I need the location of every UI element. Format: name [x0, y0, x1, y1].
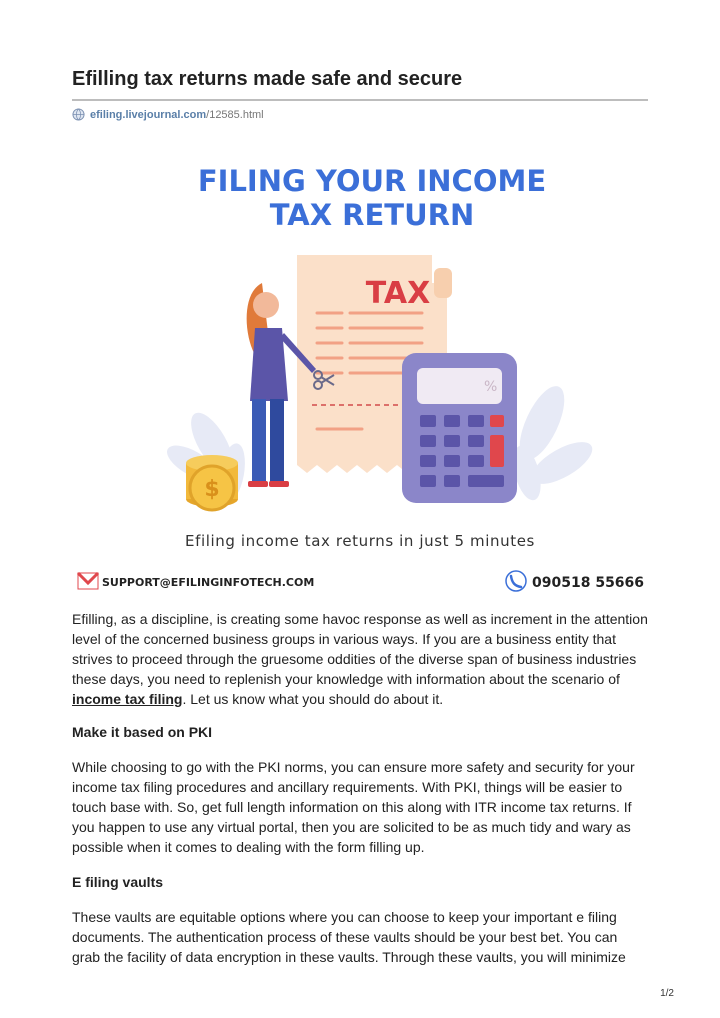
receipt-tax-label: TAX	[365, 276, 431, 311]
hero-image	[72, 143, 648, 603]
paragraph-pki: While choosing to go with the PKI norms, you can ensure more safety and security for your income tax filing procedures and ancillary requirements. With PKI, things will be easier to touch base with. So, get full length information on this along with ITR income tax returns. If you happen to use any virtual portal, then you are solicited to be as much tidy and wary as possible when it comes to dealing with the form filling up.	[72, 759, 635, 855]
heading-pki: Make it based on PKI	[72, 724, 213, 740]
source-path[interactable]: /12585.html	[206, 108, 264, 121]
svg-text:$: $	[204, 477, 220, 502]
calculator-illustration	[402, 353, 517, 503]
gmail-icon	[78, 573, 98, 589]
leaf-decoration-right	[508, 380, 598, 503]
globe-icon	[72, 108, 85, 121]
calculator-percent: %	[484, 379, 498, 395]
source-domain[interactable]: efiling.livejournal.com	[90, 108, 207, 121]
page-number: 1/2	[660, 988, 674, 999]
page-title: Efilling tax returns made safe and secure	[72, 68, 463, 90]
phone-icon	[506, 571, 526, 591]
hero-phone[interactable]: 090518 55666	[532, 575, 645, 591]
income-tax-filing-link[interactable]: income tax filing	[72, 691, 183, 707]
title-divider	[72, 99, 648, 101]
paragraph-vaults: These vaults are equitable options where you can choose to keep your important e filing documents. The authentication process of these vaults should be your best bet. You can grab the facility of data encryption in these vaults. Through these vaults, you will minimize	[72, 909, 626, 965]
heading-vaults: E filing vaults	[72, 874, 164, 890]
hero-headline-line1: FILING YOUR INCOME	[197, 164, 547, 198]
source-link[interactable]	[72, 108, 264, 121]
dollar-coin-icon	[186, 455, 238, 510]
hero-tagline: Efiling income tax returns in just 5 minutes	[185, 532, 535, 550]
paragraph-intro: Efilling, as a discipline, is creating some havoc response as well as increment in the attention level of the concerned business groups in various ways. If you are a business entity that strives to proceed through the gruesome oddities of the diverse span of business industries these days, you need to replenish your knowledge with information about the scenario of income tax filing. Let us know what you should do about it.	[72, 611, 648, 707]
hero-headline-line2: TAX RETURN	[269, 198, 475, 232]
hero-email[interactable]: SUPPORT@EFILINGINFOTECH.COM	[102, 576, 315, 589]
